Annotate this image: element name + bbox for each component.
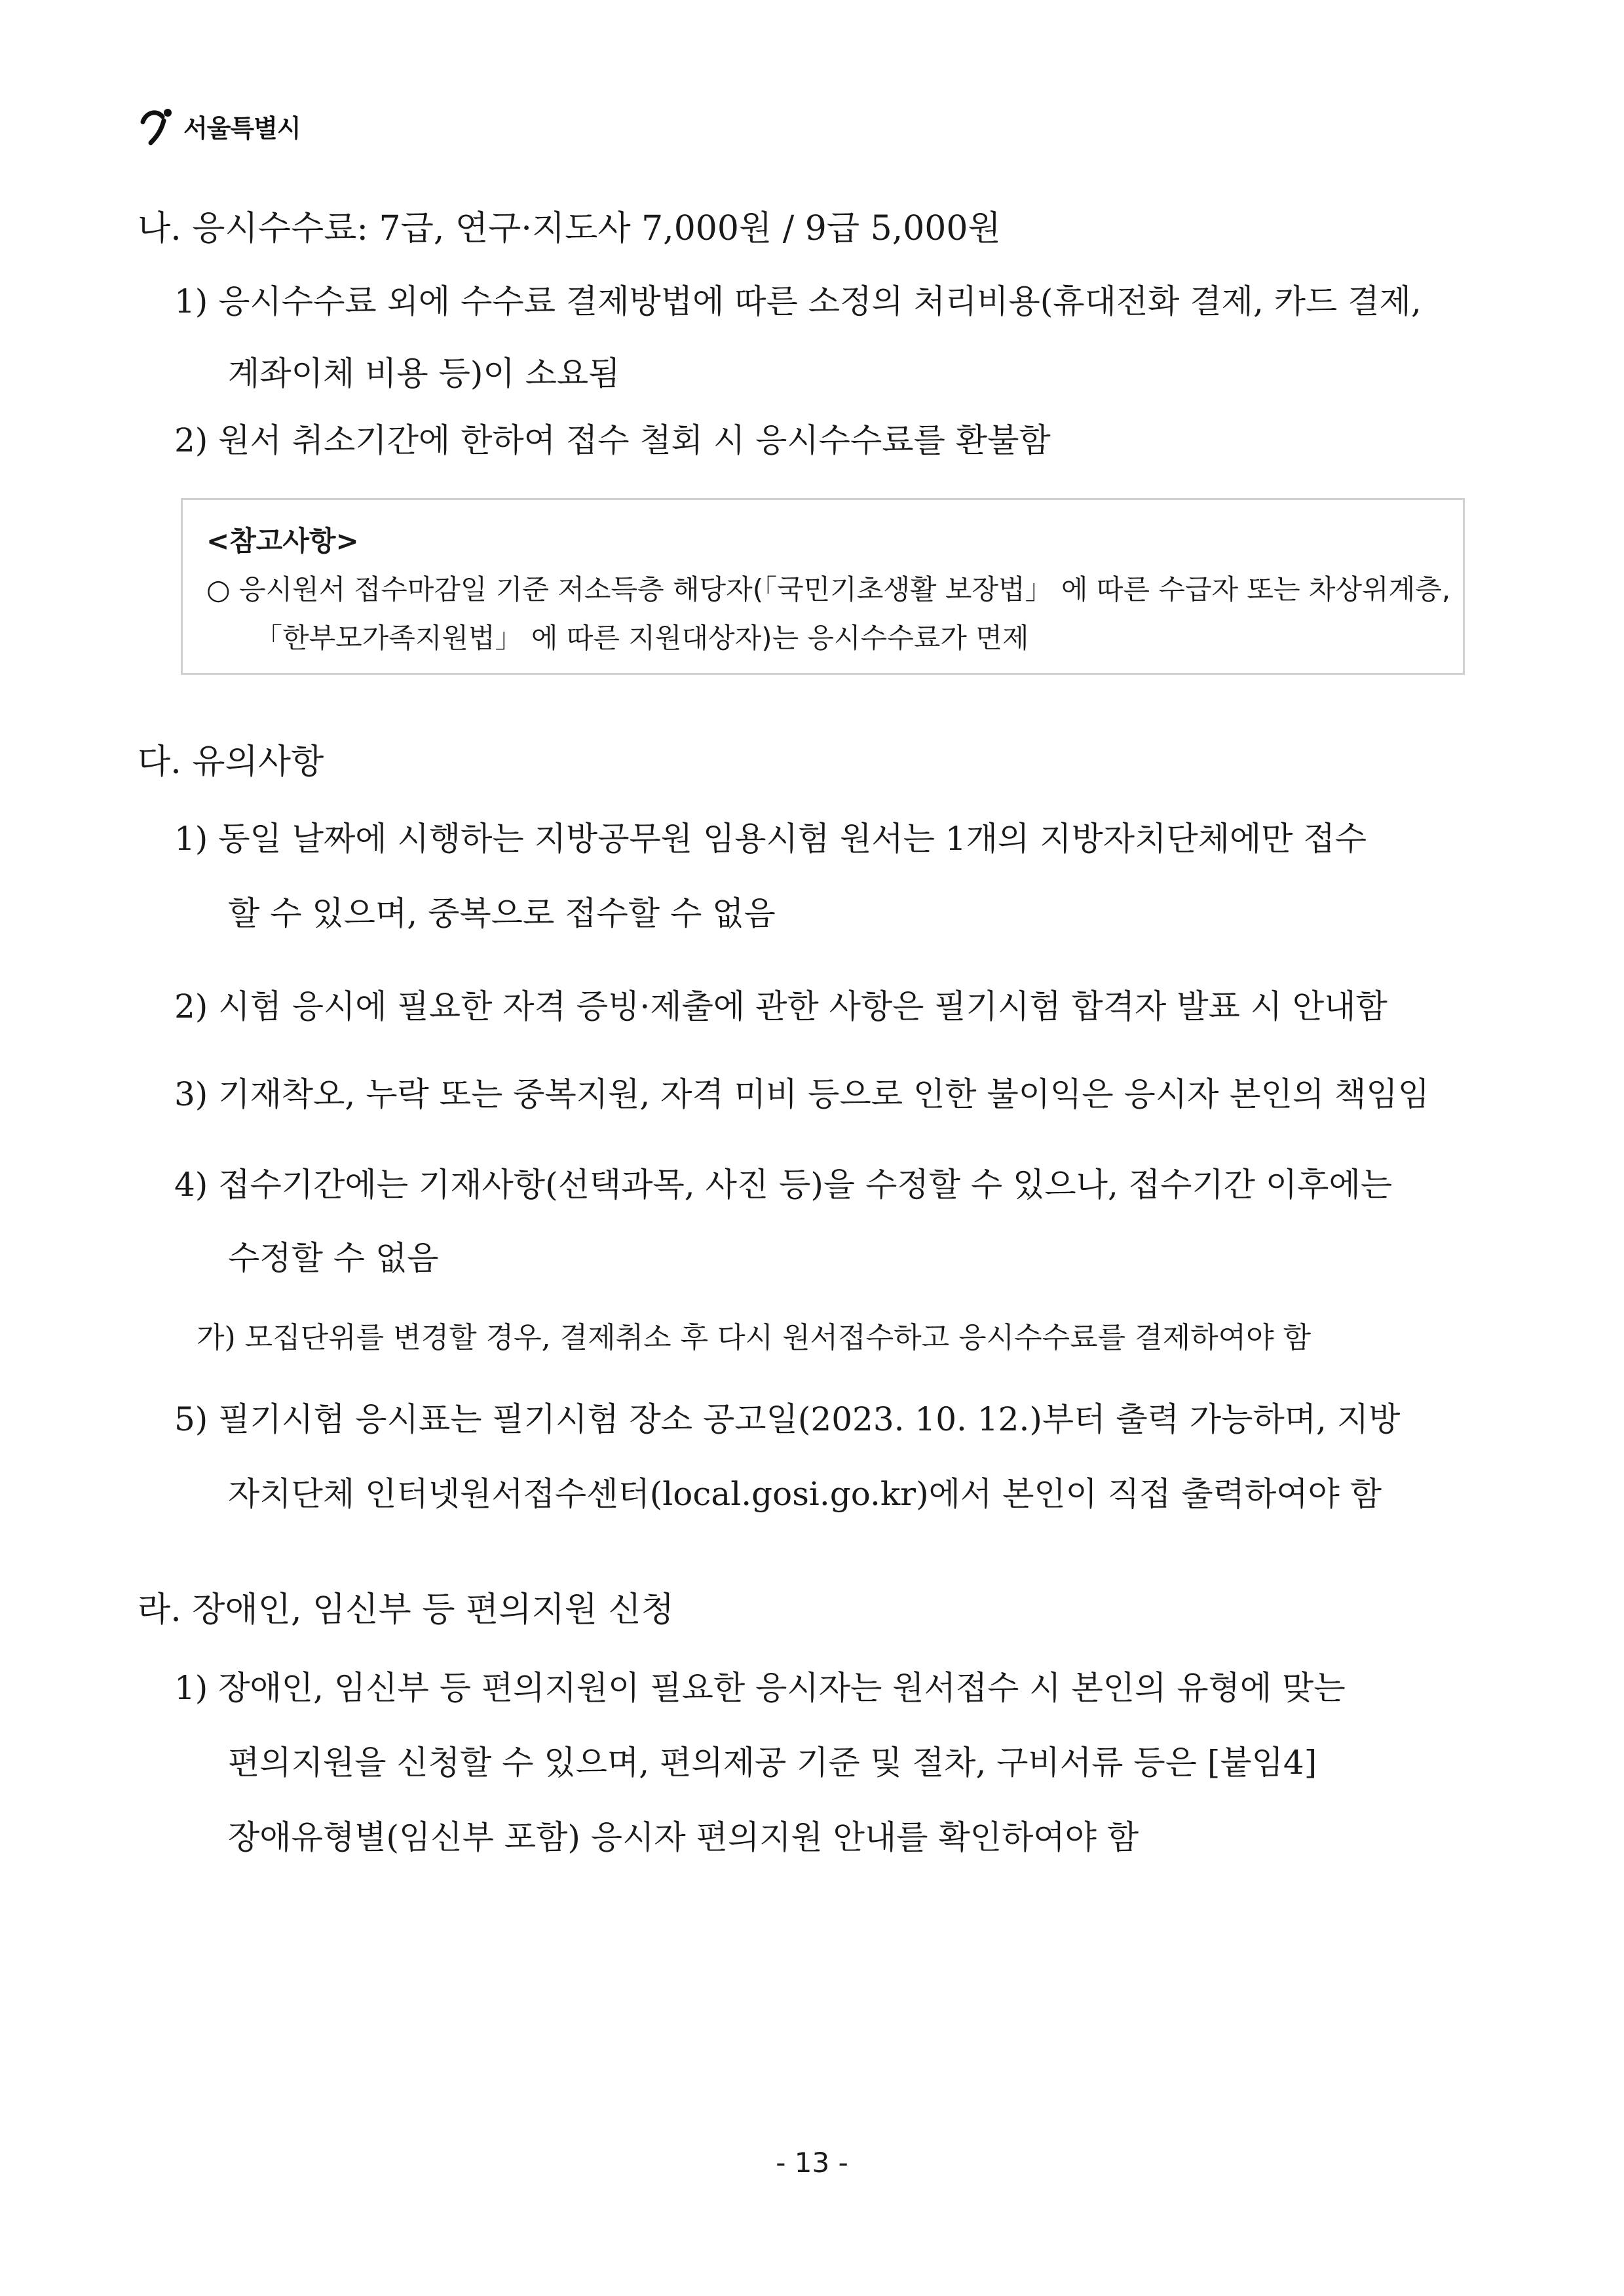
- page-number: - 13 -: [776, 2147, 848, 2179]
- da-item-5-line-2: 자치단체 인터넷원서접수센터(local.gosi.go.kr)에서 본인이 직접 출력하여야 함: [228, 1475, 1382, 1513]
- da-item-2: 2) 시험 응시에 필요한 자격 증빙·제출에 관한 사항은 필기시험 합격자 발표 시 안내함: [174, 987, 1388, 1025]
- da-item-5-line-1: 5) 필기시험 응시표는 필기시험 장소 공고일(2023. 10. 12.)부터 출력 가능하며, 지방: [174, 1400, 1401, 1438]
- org-name: 서울특별시: [183, 113, 301, 143]
- da-item-4-sub: 가) 모집단위를 변경할 경우, 결제취소 후 다시 원서접수하고 응시수수료를 결제하여야 함: [197, 1321, 1312, 1354]
- note-line-2: 「한부모가족지원법」 에 따른 지원대상자)는 응시수수료가 면제: [255, 622, 1029, 654]
- section-da-heading: 다. 유의사항: [138, 742, 324, 782]
- da-item-1-line-1: 1) 동일 날짜에 시행하는 지방공무원 임용시험 원서는 1개의 지방자치단체에만 접수: [174, 820, 1367, 858]
- note-line-1: ○ 응시원서 접수마감일 기준 저소득층 해당자(「국민기초생활 보장법」 에 따른 수급자 또는 차상위계층,: [206, 573, 1451, 605]
- ra-item-1-line-1: 1) 장애인, 임신부 등 편의지원이 필요한 응시자는 원서접수 시 본인의 유형에 맞는: [174, 1669, 1346, 1707]
- na-item-2: 2) 원서 취소기간에 한하여 접수 철회 시 응시수수료를 환불함: [174, 421, 1051, 459]
- da-item-1-line-2: 할 수 있으며, 중복으로 접수할 수 없음: [228, 894, 776, 932]
- da-item-4-line-1: 4) 접수기간에는 기재사항(선택과목, 사진 등)을 수정할 수 있으나, 접수기간 이후에는: [174, 1166, 1393, 1204]
- reference-note-box: [181, 498, 1465, 675]
- ra-item-1-line-2: 편의지원을 신청할 수 있으며, 편의제공 기준 및 절차, 구비서류 등은 [붙임4]: [228, 1744, 1317, 1782]
- na-item-1-line-2: 계좌이체 비용 등)이 소요됨: [228, 354, 620, 392]
- da-item-3: 3) 기재착오, 누락 또는 중복지원, 자격 미비 등으로 인한 불이익은 응시자 본인의 책임임: [174, 1075, 1430, 1113]
- note-title: <참고사항>: [206, 525, 359, 557]
- seoul-logo: [138, 105, 301, 147]
- section-na-heading: 나. 응시수수료: 7급, 연구·지도사 7,000원 / 9급 5,000원: [138, 209, 1001, 248]
- ra-item-1-line-3: 장애유형별(임신부 포함) 응시자 편의지원 안내를 확인하여야 함: [228, 1818, 1139, 1856]
- na-item-1-line-1: 1) 응시수수료 외에 수수료 결제방법에 따른 소정의 처리비용(휴대전화 결제, 카드 결제,: [174, 282, 1422, 320]
- seoul-emblem-icon: [138, 105, 179, 147]
- da-item-4-line-2: 수정할 수 없음: [228, 1239, 439, 1277]
- section-ra-heading: 라. 장애인, 임신부 등 편의지원 신청: [138, 1590, 674, 1630]
